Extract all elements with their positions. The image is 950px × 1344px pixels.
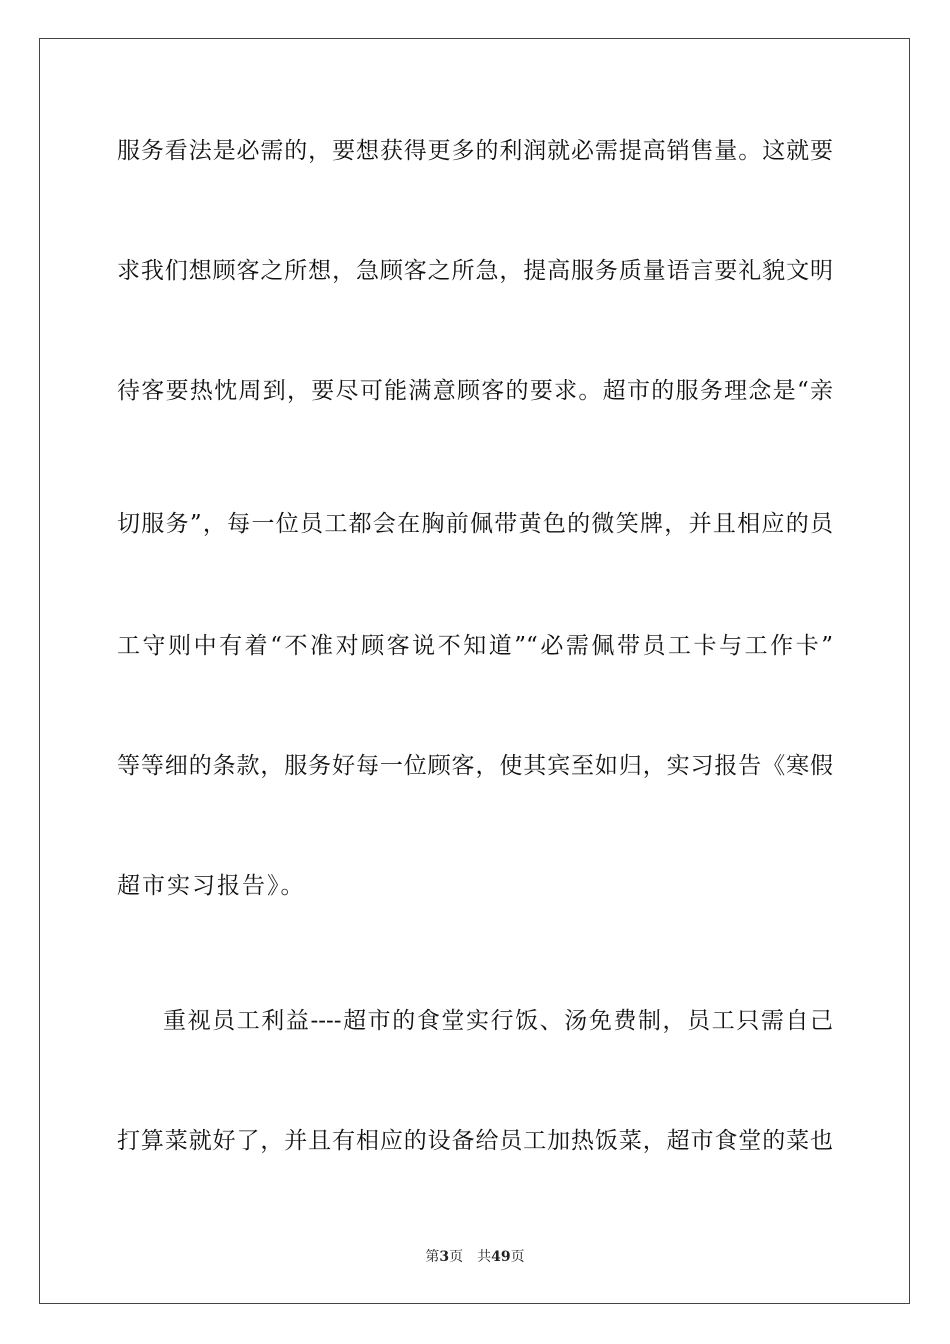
total-suffix: 页 — [510, 1249, 525, 1265]
page-footer — [0, 1248, 950, 1266]
body-text-line: 打算菜就好了，并且有相应的设备给员工加热饭菜，超市食堂的菜也 — [117, 1128, 833, 1154]
page-number: 3 — [439, 1249, 450, 1265]
body-text-line: 工守则中有着“不准对顾客说不知道”“必需佩带员工卡与工作卡” — [117, 633, 833, 659]
total-pages: 49 — [491, 1249, 511, 1265]
paragraph-first-line: 重视员工利益----超市的食堂实行饭、汤免费制，员工只需自己 — [163, 1008, 833, 1034]
total-prefix: 共 — [477, 1249, 492, 1265]
body-text-line: 切服务”，每一位员工都会在胸前佩带黄色的微笑牌，并且相应的员 — [117, 511, 833, 537]
page-prefix: 第 — [425, 1249, 440, 1265]
body-text-line: 服务看法是必需的，要想获得更多的利润就必需提高销售量。这就要 — [117, 138, 833, 164]
body-text-line: 待客要热忱周到，要尽可能满意顾客的要求。超市的服务理念是“亲 — [117, 378, 833, 404]
body-text-line: 超市实习报告》。 — [117, 873, 306, 899]
body-text-line: 等等细的条款，服务好每一位顾客，使其宾至如归，实习报告《寒假 — [117, 753, 833, 779]
page-suffix: 页 — [449, 1249, 464, 1265]
body-text-line: 求我们想顾客之所想，急顾客之所急，提高服务质量语言要礼貌文明 — [117, 258, 833, 284]
page-border — [39, 38, 910, 1304]
